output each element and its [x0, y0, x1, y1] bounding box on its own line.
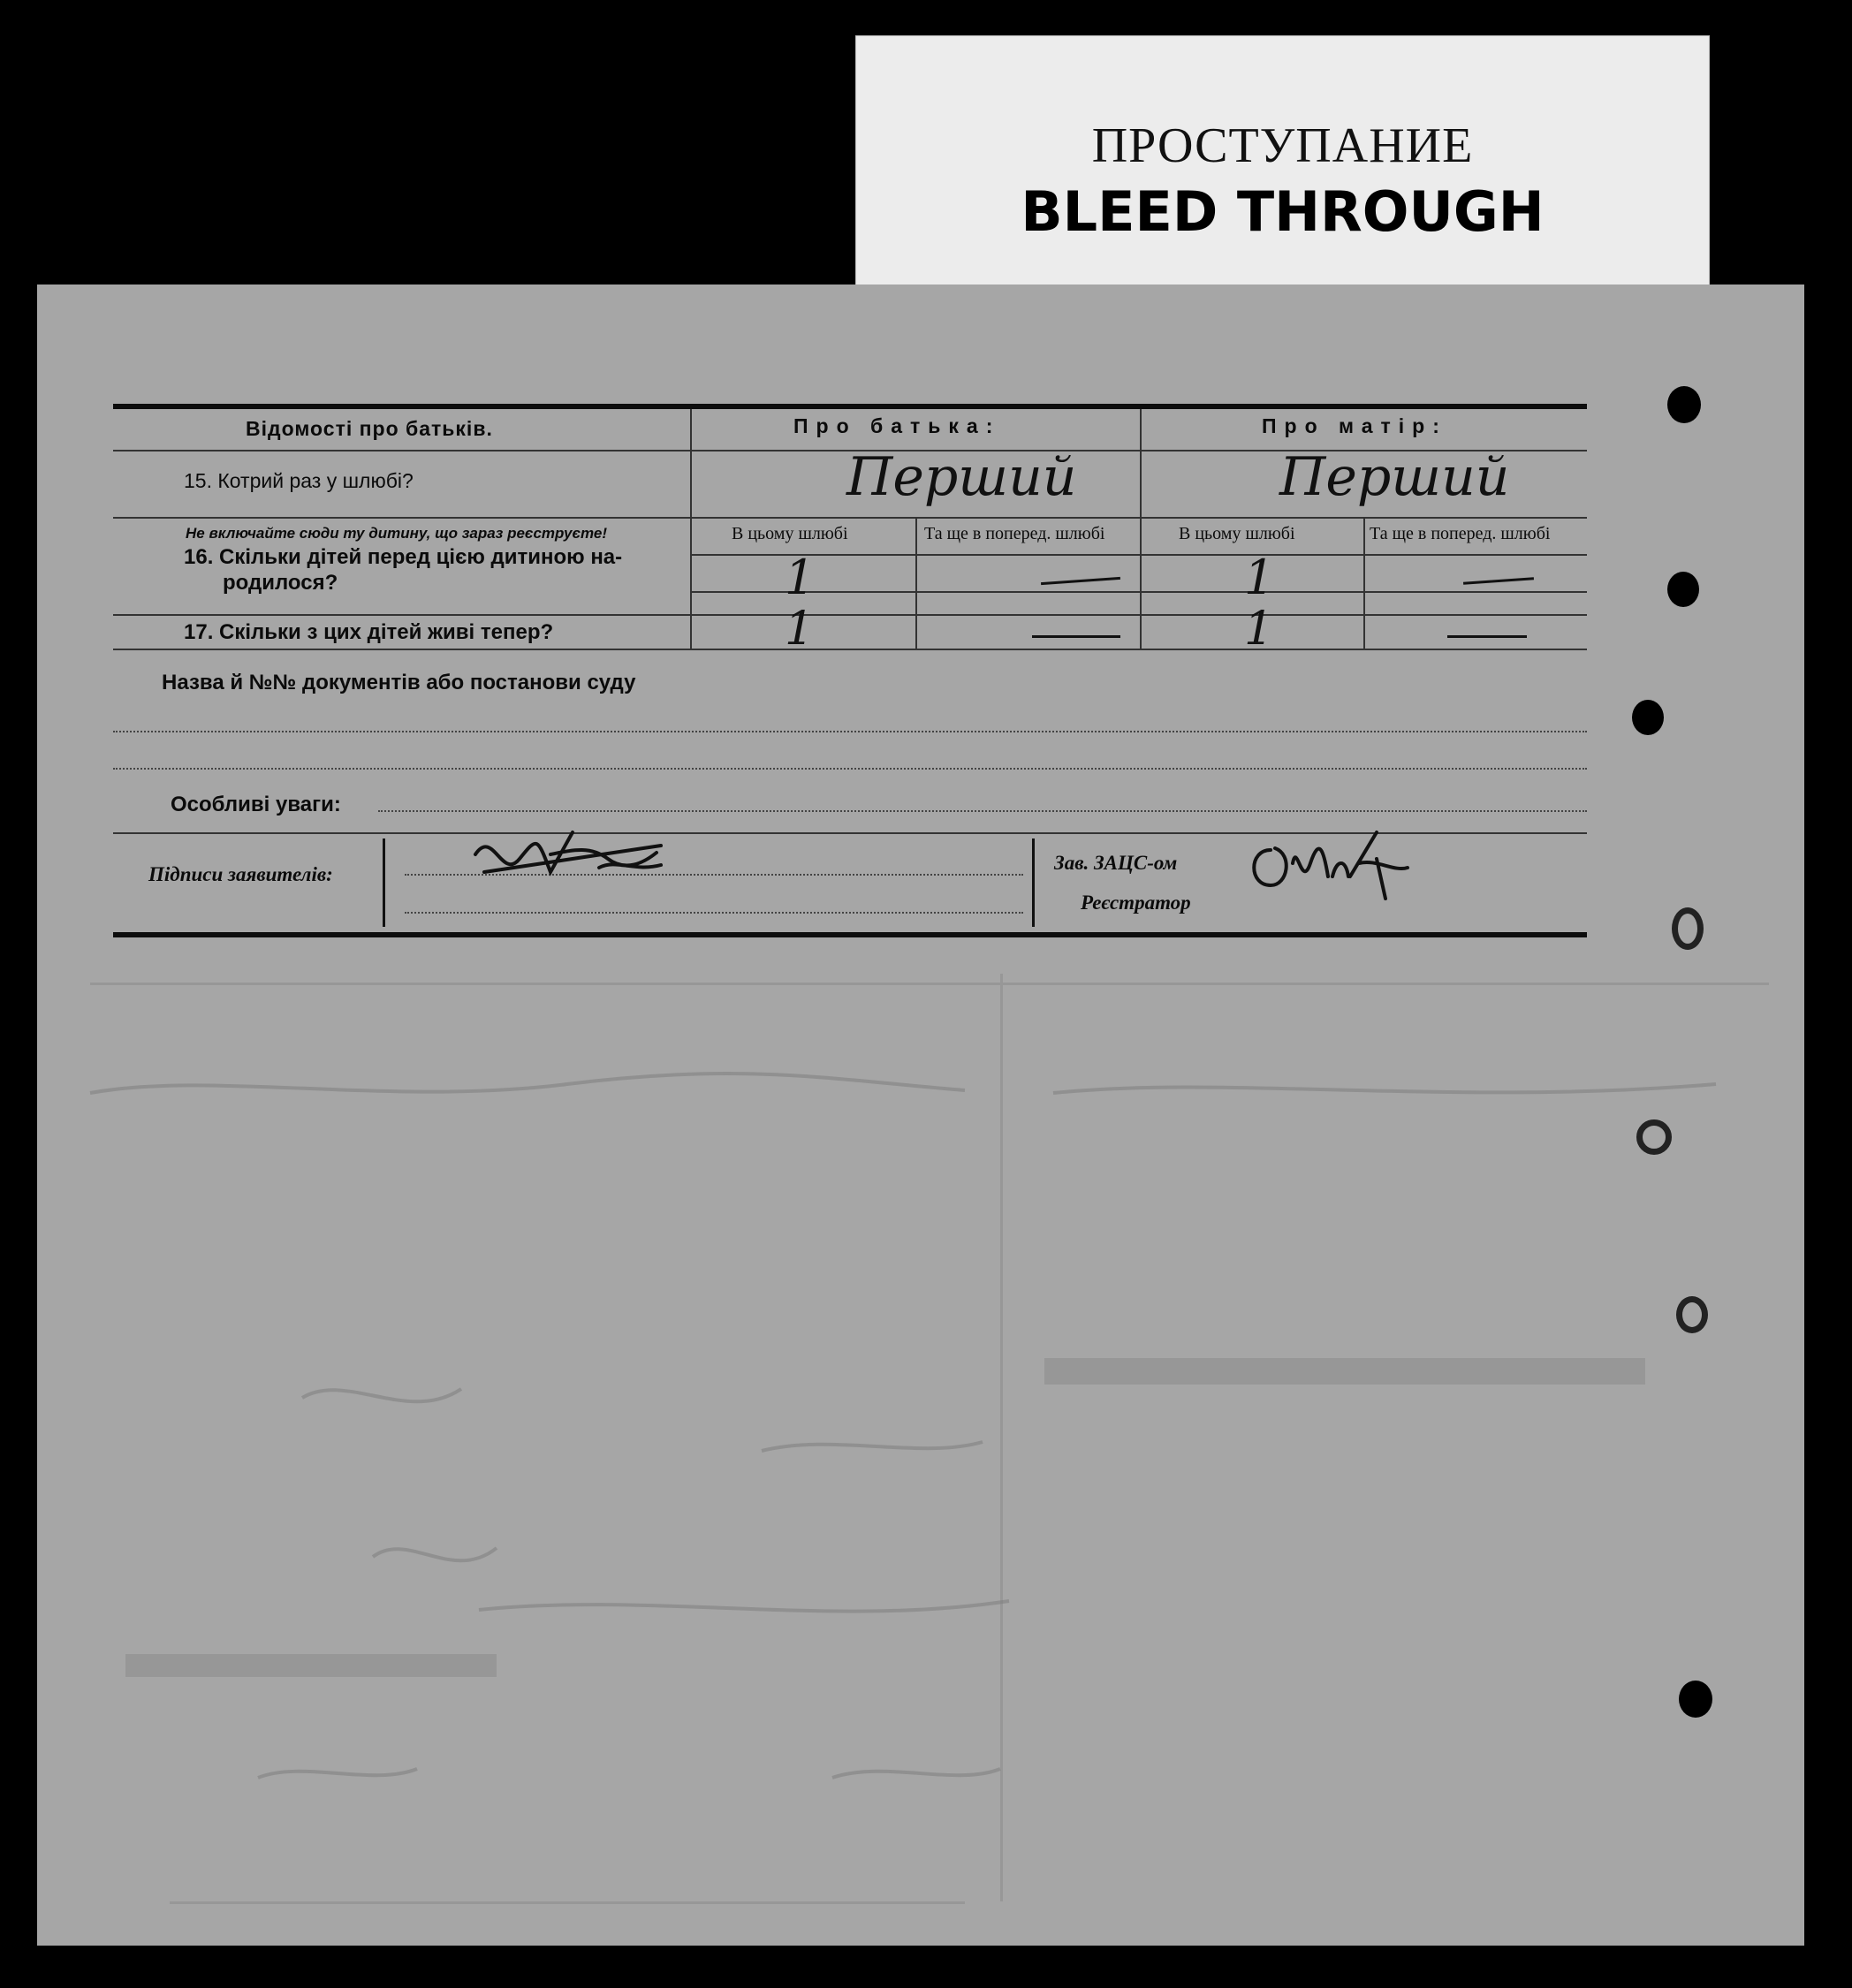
q16-label-line2: родилося? [223, 571, 338, 595]
q17-label: 17. Скільки з цих дітей живі тепер? [184, 620, 554, 644]
punch-hole [1676, 1296, 1708, 1333]
q17-mother-this-marriage: 1 [1244, 603, 1274, 656]
official-signature [1244, 823, 1421, 903]
document-sheet [37, 285, 1804, 1946]
q15-father-answer: Перший [846, 446, 1077, 508]
q16-father-this-marriage: 1 [785, 550, 816, 605]
punch-hole [1667, 572, 1699, 607]
q16-label-line1: 16. Скільки дітей перед цією дитиною на- [184, 545, 623, 569]
punch-hole [1679, 1681, 1712, 1718]
mother-this-marriage-header: В цьому шлюбі [1179, 524, 1295, 543]
q16-father-prev-marriage-dash [1041, 577, 1120, 585]
punch-hole [1672, 907, 1704, 950]
registrar-label: Реєстратор [1081, 892, 1191, 914]
exclusion-note: Не включайте сюди ту дитину, що зараз реєструєте! [186, 525, 608, 542]
bleed-through-label [855, 35, 1710, 286]
father-column-header: Про батька: [793, 414, 1001, 437]
label-line-ru: ПРОСТУПАНИЕ [1091, 118, 1474, 173]
q15-label: 15. Котрий раз у шлюбі? [184, 469, 414, 492]
punch-hole [1632, 700, 1664, 735]
q17-mother-prev-marriage-dash [1447, 635, 1527, 638]
punch-hole [1636, 1119, 1672, 1155]
parents-info-form [113, 404, 1587, 934]
q17-father-prev-marriage-dash [1032, 635, 1120, 638]
special-notes-label: Особливі уваги: [171, 793, 341, 816]
mother-prev-marriage-header: Та ще в поперед. шлюбі [1370, 524, 1551, 543]
q15-mother-answer: Перший [1279, 446, 1510, 508]
documents-label: Назва й №№ документів або постанови суду [162, 671, 636, 694]
q17-father-this-marriage: 1 [785, 603, 815, 656]
q16-mother-prev-marriage-dash [1463, 577, 1534, 585]
father-this-marriage-header: В цьому шлюбі [732, 524, 848, 543]
section-title: Відомості про батьків. [246, 417, 493, 440]
head-of-registry-label: Зав. ЗАЦС-ом [1054, 852, 1178, 874]
applicants-signatures-label: Підписи заявителів: [148, 863, 333, 885]
applicant-signature [467, 819, 696, 899]
q16-mother-this-marriage: 1 [1244, 550, 1275, 605]
father-prev-marriage-header: Та ще в поперед. шлюбі [924, 524, 1105, 543]
punch-hole [1667, 386, 1701, 423]
label-line-en: BLEED THROUGH [1021, 179, 1545, 244]
mother-column-header: Про матір: [1262, 414, 1447, 437]
